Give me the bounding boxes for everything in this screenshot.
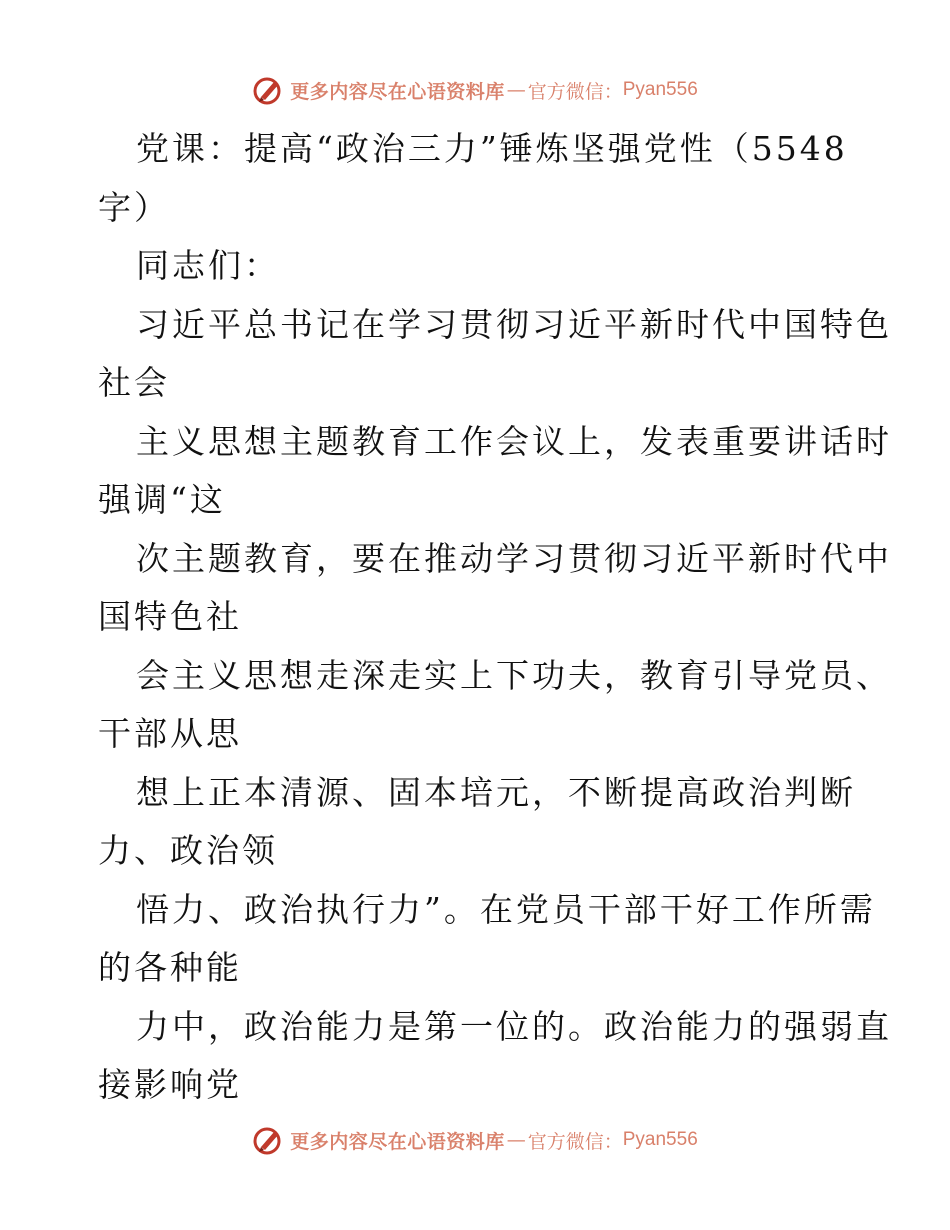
text-line: 力中，政治能力是第一位的。政治能力的强弱直 xyxy=(136,1006,892,1046)
footer-banner xyxy=(0,1120,950,1160)
banner-slogan: 更多内容尽在心语资料库 xyxy=(290,80,505,103)
banner-wechat-id: Pyan556 xyxy=(622,1129,698,1150)
text-line: 主义思想主题教育工作会议上，发表重要讲话时 xyxy=(136,421,892,461)
text-line: 悟力、政治执行力”。在党员干部干好工作所需 xyxy=(136,889,876,929)
pen-logo-icon xyxy=(252,74,284,106)
text-line: 习近平总书记在学习贯彻习近平新时代中国特色 xyxy=(136,304,892,344)
pen-logo-icon xyxy=(252,1124,284,1156)
text-line: 国特色社 xyxy=(98,597,242,636)
text-line: 同志们： xyxy=(136,246,280,285)
text-line: 次主题教育，要在推动学习贯彻习近平新时代中 xyxy=(136,538,892,578)
banner-dash: — xyxy=(506,1129,526,1151)
text-line: 想上正本清源、固本培元，不断提高政治判断 xyxy=(136,772,856,812)
text-line: 力、政治领 xyxy=(98,831,278,870)
text-line: 强调“这 xyxy=(98,480,226,519)
text-line: 的各种能 xyxy=(98,948,242,987)
text-line: 字） xyxy=(98,187,170,227)
banner-dash: — xyxy=(506,79,526,101)
text-line: 干部从思 xyxy=(98,714,242,753)
document-body xyxy=(98,120,892,1115)
text-line: 社会 xyxy=(98,363,170,402)
banner-wechat-id: Pyan556 xyxy=(622,79,698,100)
text-line: 会主义思想走深走实上下功夫，教育引导党员、 xyxy=(136,655,892,695)
header-banner xyxy=(0,70,950,110)
text-line: 党课：提高“政治三力”锤炼坚强党性（5548 xyxy=(136,129,848,168)
banner-wechat-label: 官方微信： xyxy=(527,1130,623,1153)
banner-slogan: 更多内容尽在心语资料库 xyxy=(290,1130,505,1153)
text-line: 接影响党 xyxy=(98,1065,242,1104)
banner-wechat-label: 官方微信： xyxy=(527,80,623,103)
